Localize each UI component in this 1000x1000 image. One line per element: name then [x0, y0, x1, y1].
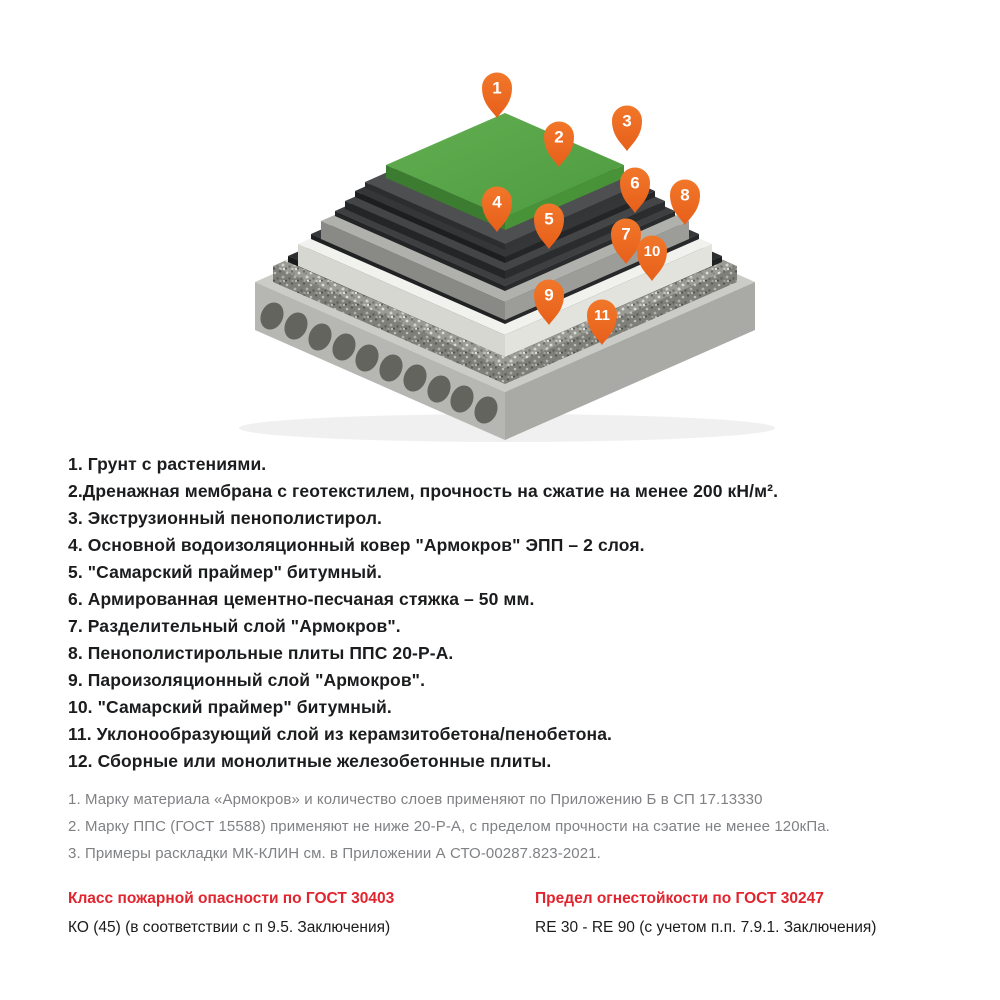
layer-list-item: 3. Экструзионный пенополистирол.	[68, 508, 382, 528]
svg-text:6: 6	[630, 173, 640, 193]
svg-text:5: 5	[544, 209, 554, 229]
fire-hazard-class-title: Класс пожарной опасности по ГОСТ 30403	[68, 890, 395, 907]
fire-hazard-class-block	[68, 889, 394, 938]
fire-resistance-title: Предел огнестойкости по ГОСТ 30247	[535, 890, 824, 907]
svg-text:9: 9	[544, 285, 554, 305]
svg-text:4: 4	[492, 192, 502, 212]
layer-list-item: 2.Дренажная мембрана с геотекстилем, прочность на сжатие на менее 200 кН/м².	[68, 481, 779, 501]
footnote-item: 3. Примеры раскладки МК-КЛИН см. в Приложении А СТО-00287.823-2021.	[68, 845, 601, 862]
layer-list-item: 12. Сборные или монолитные железобетонные плиты.	[68, 751, 552, 771]
svg-text:1: 1	[492, 78, 502, 98]
roof-stack-svg	[225, 42, 785, 442]
layer-list-item: 11. Уклонообразующий слой из керамзитобетона/пенобетона.	[68, 724, 613, 744]
layer-list-item: 9. Пароизоляционный слой "Армокров".	[68, 670, 426, 690]
layer-list-item: 10. "Самарский праймер" битумный.	[68, 697, 392, 717]
layer-list-item: 4. Основной водоизоляционный ковер "Армокров" ЭПП – 2 слоя.	[68, 535, 645, 555]
svg-text:11: 11	[594, 307, 610, 324]
layer-list-item: 6. Армированная цементно-песчаная стяжка – 50 мм.	[68, 589, 535, 609]
fire-hazard-class-value: КО (45) (в соответствии с п 9.5. Заключения)	[68, 919, 391, 937]
svg-text:2: 2	[554, 127, 564, 147]
footnote-item: 1. Марку материала «Армокров» и количество слоев применяют по Приложению Б в СП 17.13330	[68, 791, 763, 808]
svg-text:3: 3	[622, 111, 632, 131]
layer-list-item: 8. Пенополистирольные плиты ППС 20-Р-А.	[68, 643, 454, 663]
pin-3	[612, 106, 642, 152]
layer-list-item: 5. "Самарский праймер" битумный.	[68, 562, 382, 582]
svg-text:7: 7	[621, 224, 631, 244]
svg-text:10: 10	[643, 243, 661, 260]
footnote-item: 2. Марку ППС (ГОСТ 15588) применяют не ниже 20-Р-А, с пределом прочности на сэатие не менее 120кПа.	[68, 818, 830, 835]
footnotes	[68, 786, 968, 867]
layer-list-item: 1. Грунт с растениями.	[68, 454, 267, 474]
roof-stack-diagram	[225, 42, 785, 442]
fire-resistance-value: RE 30 - RE 90 (с учетом п.п. 7.9.1. Заключения)	[535, 919, 877, 937]
pin-1	[482, 73, 512, 119]
layer-list-item: 7. Разделительный слой "Армокров".	[68, 616, 401, 636]
svg-text:8: 8	[680, 185, 690, 205]
fire-resistance-block	[535, 889, 876, 938]
layer-list	[68, 451, 948, 775]
